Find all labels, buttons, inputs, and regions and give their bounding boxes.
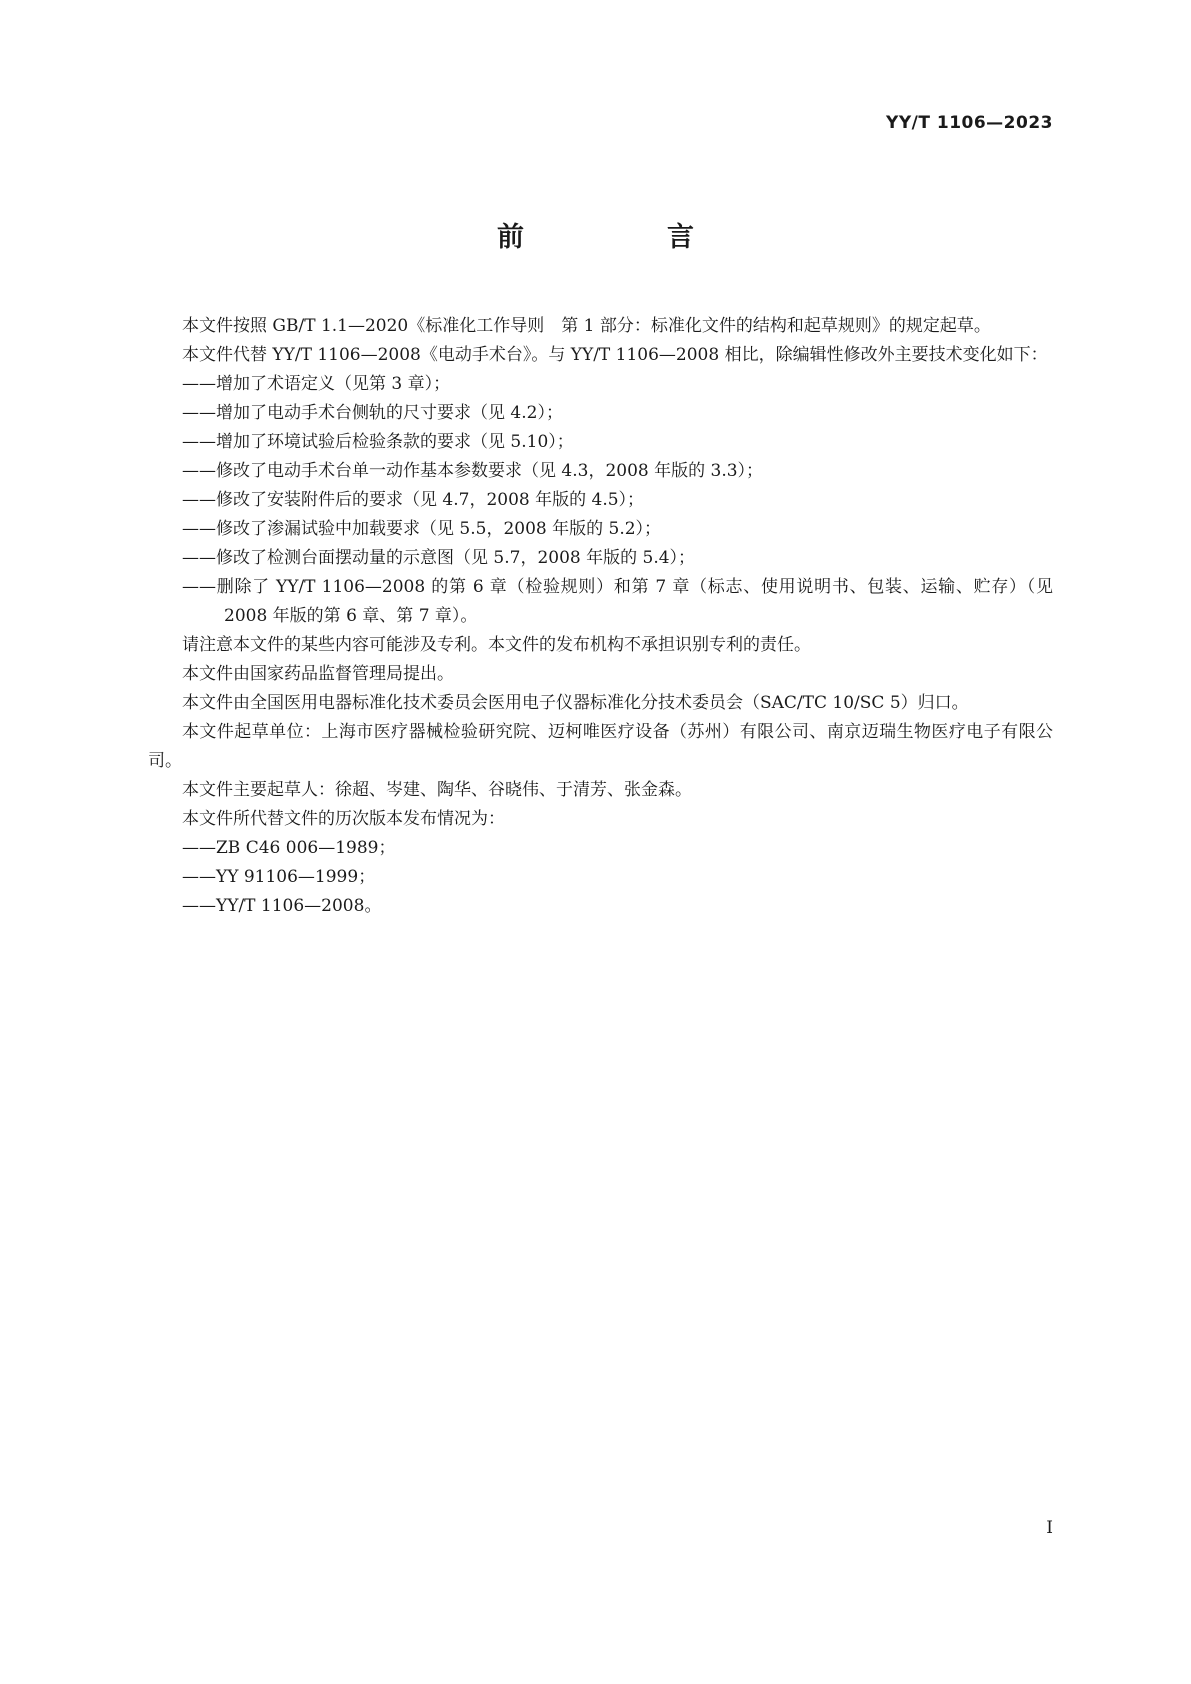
history-item: ——YY/T 1106—2008。 (182, 896, 382, 916)
drafting-rules-paragraph: 本文件按照 GB/T 1.1—2020《标准化工作导则 第 1 部分：标准化文件的结构和起草规则》的规定起草。 (182, 316, 991, 336)
history-intro-paragraph: 本文件所代替文件的历次版本发布情况为： (182, 809, 505, 829)
drafters-paragraph: 本文件主要起草人：徐超、岑建、陶华、谷晓伟、于清芳、张金森。 (182, 780, 692, 800)
change-item: ——增加了术语定义（见第 3 章）； (182, 374, 451, 394)
change-item: ——修改了安装附件后的要求（见 4.7，2008 年版的 4.5）； (182, 490, 645, 510)
foreword-body (148, 312, 1053, 921)
change-item: ——修改了渗漏试验中加载要求（见 5.5，2008 年版的 5.2）； (182, 519, 662, 539)
committee-paragraph: 本文件由全国医用电器标准化技术委员会医用电子仪器标准化分技术委员会（SAC/TC 10/SC 5）归口。 (182, 693, 969, 713)
patent-notice-paragraph: 请注意本文件的某些内容可能涉及专利。本文件的发布机构不承担识别专利的责任。 (182, 635, 811, 655)
change-item: ——增加了电动手术台侧轨的尺寸要求（见 4.2）； (182, 403, 563, 423)
drafting-units-paragraph: 本文件起草单位：上海市医疗器械检验研究院、迈柯唯医疗设备（苏州）有限公司、南京迈瑞生物医疗电子有限公司。 (148, 722, 1053, 771)
change-item: ——删除了 YY/T 1106—2008 的第 6 章（检验规则）和第 7 章（标志、使用说明书、包装、运输、贮存）（见 2008 年版的第 6 章、第 7 章）。 (182, 577, 1053, 626)
change-item: ——修改了电动手术台单一动作基本参数要求（见 4.3，2008 年版的 3.3）； (182, 461, 764, 481)
page-number: I (1046, 1518, 1053, 1538)
history-item: ——ZB C46 006—1989； (182, 838, 396, 858)
change-item: ——修改了检测台面摆动量的示意图（见 5.7，2008 年版的 5.4）； (182, 548, 696, 568)
replacement-paragraph: 本文件代替 YY/T 1106—2008《电动手术台》。与 YY/T 1106—2008 相比，除编辑性修改外主要技术变化如下： (182, 345, 1048, 365)
page-title: 前 言 (497, 222, 752, 253)
standard-code: YY/T 1106—2023 (886, 113, 1053, 133)
change-item: ——增加了环境试验后检验条款的要求（见 5.10）； (182, 432, 574, 452)
history-item: ——YY 91106—1999； (182, 867, 376, 887)
proposer-paragraph: 本文件由国家药品监督管理局提出。 (182, 664, 454, 684)
